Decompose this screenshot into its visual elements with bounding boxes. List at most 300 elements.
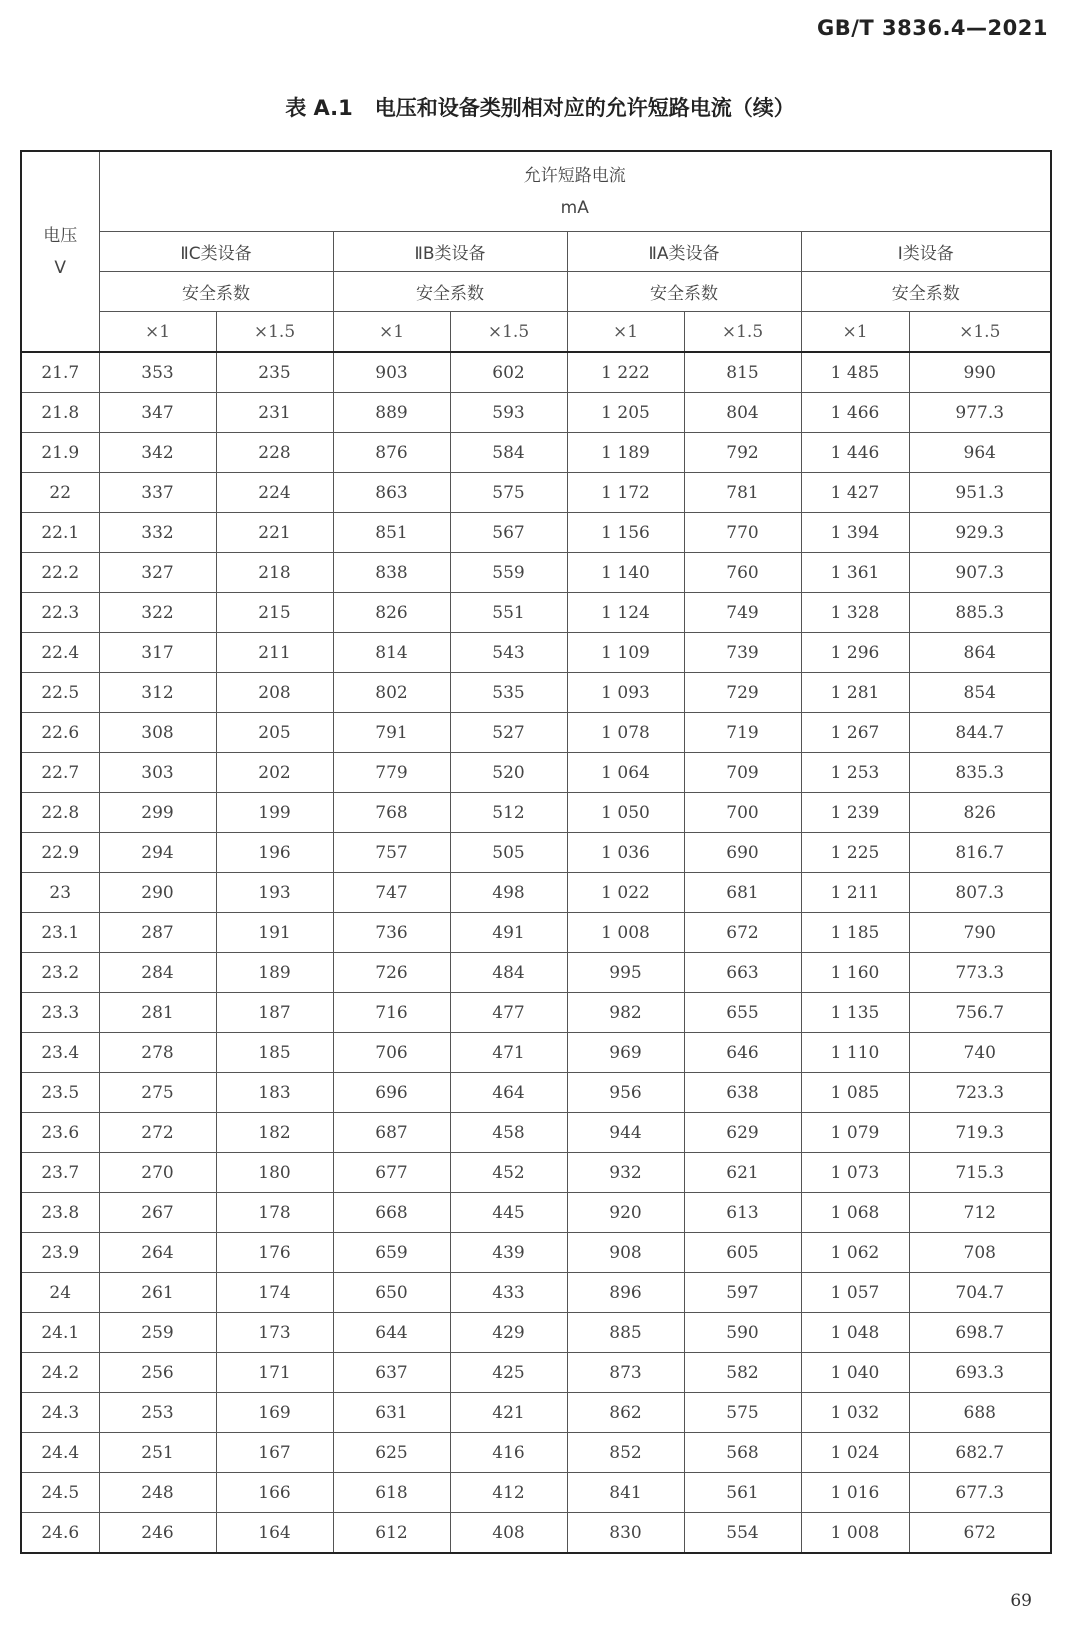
current-cell: 864 xyxy=(909,633,1051,673)
current-cell: 677.3 xyxy=(909,1473,1051,1513)
voltage-cell: 23 xyxy=(21,873,99,913)
current-cell: 826 xyxy=(909,793,1051,833)
current-cell: 816.7 xyxy=(909,833,1051,873)
current-cell: 770 xyxy=(684,513,801,553)
current-cell: 458 xyxy=(450,1113,567,1153)
table-row xyxy=(21,1393,1051,1433)
current-cell: 199 xyxy=(216,793,333,833)
current-cell: 512 xyxy=(450,793,567,833)
current-cell: 425 xyxy=(450,1353,567,1393)
current-cell: 716 xyxy=(333,993,450,1033)
voltage-cell: 24.5 xyxy=(21,1473,99,1513)
table-row xyxy=(21,1313,1051,1353)
current-cell: 287 xyxy=(99,913,216,953)
table-row xyxy=(21,953,1051,993)
current-cell: 612 xyxy=(333,1513,450,1554)
table-row xyxy=(21,1113,1051,1153)
standard-code: GB/T 3836.4—2021 xyxy=(816,16,1048,40)
current-cell: 851 xyxy=(333,513,450,553)
table-row xyxy=(21,1273,1051,1313)
group-header-iib: ⅡB类设备 xyxy=(333,232,567,272)
current-cell: 259 xyxy=(99,1313,216,1353)
table-row xyxy=(21,873,1051,913)
current-cell: 1 135 xyxy=(801,993,909,1033)
current-cell: 719 xyxy=(684,713,801,753)
current-cell: 1 008 xyxy=(567,913,684,953)
voltage-cell: 22.7 xyxy=(21,753,99,793)
voltage-cell: 22.8 xyxy=(21,793,99,833)
current-cell: 708 xyxy=(909,1233,1051,1273)
table-row xyxy=(21,593,1051,633)
current-cell: 1 328 xyxy=(801,593,909,633)
current-cell: 535 xyxy=(450,673,567,713)
current-cell: 180 xyxy=(216,1153,333,1193)
voltage-cell: 23.7 xyxy=(21,1153,99,1193)
current-cell: 1 036 xyxy=(567,833,684,873)
current-cell: 1 008 xyxy=(801,1513,909,1554)
voltage-header-unit: V xyxy=(54,257,67,278)
current-cell: 183 xyxy=(216,1073,333,1113)
voltage-cell: 23.5 xyxy=(21,1073,99,1113)
table-row xyxy=(21,1473,1051,1513)
current-cell: 747 xyxy=(333,873,450,913)
table-number: 表 A.1 xyxy=(285,96,353,120)
group-header-iia: ⅡA类设备 xyxy=(567,232,801,272)
current-cell: 590 xyxy=(684,1313,801,1353)
current-cell: 551 xyxy=(450,593,567,633)
current-cell: 791 xyxy=(333,713,450,753)
current-cell: 543 xyxy=(450,633,567,673)
short-circuit-current-table xyxy=(20,150,1052,1554)
current-cell: 202 xyxy=(216,753,333,793)
current-cell: 804 xyxy=(684,393,801,433)
current-cell: 477 xyxy=(450,993,567,1033)
current-cell: 408 xyxy=(450,1513,567,1554)
current-cell: 681 xyxy=(684,873,801,913)
current-cell: 790 xyxy=(909,913,1051,953)
current-cell: 773.3 xyxy=(909,953,1051,993)
current-cell: 995 xyxy=(567,953,684,993)
current-cell: 251 xyxy=(99,1433,216,1473)
current-cell: 317 xyxy=(99,633,216,673)
table-row xyxy=(21,1353,1051,1393)
current-cell: 838 xyxy=(333,553,450,593)
factor-label: ×1 xyxy=(801,312,909,353)
safety-factor-header: 安全系数 xyxy=(567,272,801,312)
current-cell: 677 xyxy=(333,1153,450,1193)
current-cell: 1 253 xyxy=(801,753,909,793)
current-cell: 704.7 xyxy=(909,1273,1051,1313)
current-cell: 166 xyxy=(216,1473,333,1513)
current-cell: 907.3 xyxy=(909,553,1051,593)
current-cell: 559 xyxy=(450,553,567,593)
current-cell: 284 xyxy=(99,953,216,993)
current-cell: 908 xyxy=(567,1233,684,1273)
current-cell: 211 xyxy=(216,633,333,673)
current-cell: 567 xyxy=(450,513,567,553)
current-cell: 698.7 xyxy=(909,1313,1051,1353)
current-cell: 876 xyxy=(333,433,450,473)
current-cell: 944 xyxy=(567,1113,684,1153)
table-row xyxy=(21,1433,1051,1473)
current-cell: 174 xyxy=(216,1273,333,1313)
current-cell: 1 022 xyxy=(567,873,684,913)
table-row xyxy=(21,1193,1051,1233)
current-cell: 1 156 xyxy=(567,513,684,553)
current-cell: 178 xyxy=(216,1193,333,1233)
current-cell: 224 xyxy=(216,473,333,513)
current-cell: 342 xyxy=(99,433,216,473)
current-cell: 885.3 xyxy=(909,593,1051,633)
voltage-cell: 22.1 xyxy=(21,513,99,553)
current-cell: 322 xyxy=(99,593,216,633)
current-cell: 929.3 xyxy=(909,513,1051,553)
current-cell: 830 xyxy=(567,1513,684,1554)
current-cell: 1 427 xyxy=(801,473,909,513)
current-cell: 885 xyxy=(567,1313,684,1353)
current-cell: 182 xyxy=(216,1113,333,1153)
current-cell: 1 050 xyxy=(567,793,684,833)
current-cell: 602 xyxy=(450,352,567,393)
factor-label: ×1 xyxy=(99,312,216,353)
table-row xyxy=(21,633,1051,673)
current-cell: 575 xyxy=(450,473,567,513)
current-cell: 756.7 xyxy=(909,993,1051,1033)
current-cell: 185 xyxy=(216,1033,333,1073)
current-cell: 164 xyxy=(216,1513,333,1554)
current-cell: 253 xyxy=(99,1393,216,1433)
factor-label: ×1.5 xyxy=(909,312,1051,353)
current-cell: 452 xyxy=(450,1153,567,1193)
current-cell: 471 xyxy=(450,1033,567,1073)
current-cell: 1 281 xyxy=(801,673,909,713)
current-cell: 337 xyxy=(99,473,216,513)
table-row xyxy=(21,513,1051,553)
table-row xyxy=(21,913,1051,953)
current-cell: 554 xyxy=(684,1513,801,1554)
voltage-cell: 23.8 xyxy=(21,1193,99,1233)
current-cell: 290 xyxy=(99,873,216,913)
current-cell: 1 189 xyxy=(567,433,684,473)
current-cell: 275 xyxy=(99,1073,216,1113)
current-cell: 1 446 xyxy=(801,433,909,473)
current-cell: 715.3 xyxy=(909,1153,1051,1193)
current-cell: 561 xyxy=(684,1473,801,1513)
table-row xyxy=(21,1033,1051,1073)
current-cell: 802 xyxy=(333,673,450,713)
current-cell: 1 140 xyxy=(567,553,684,593)
current-cell: 1 040 xyxy=(801,1353,909,1393)
current-cell: 439 xyxy=(450,1233,567,1273)
current-cell: 1 124 xyxy=(567,593,684,633)
table-row xyxy=(21,833,1051,873)
voltage-cell: 22 xyxy=(21,473,99,513)
current-cell: 920 xyxy=(567,1193,684,1233)
current-cell: 826 xyxy=(333,593,450,633)
current-cell: 270 xyxy=(99,1153,216,1193)
current-cell: 896 xyxy=(567,1273,684,1313)
current-cell: 189 xyxy=(216,953,333,993)
current-cell: 863 xyxy=(333,473,450,513)
current-cell: 1 239 xyxy=(801,793,909,833)
current-cell: 736 xyxy=(333,913,450,953)
current-cell: 638 xyxy=(684,1073,801,1113)
current-cell: 672 xyxy=(684,913,801,953)
current-cell: 278 xyxy=(99,1033,216,1073)
safety-factor-header: 安全系数 xyxy=(801,272,1051,312)
current-cell: 1 062 xyxy=(801,1233,909,1273)
current-cell: 464 xyxy=(450,1073,567,1113)
current-cell: 709 xyxy=(684,753,801,793)
voltage-header-name: 电压 xyxy=(43,225,78,246)
current-cell: 629 xyxy=(684,1113,801,1153)
current-cell: 412 xyxy=(450,1473,567,1513)
current-cell: 171 xyxy=(216,1353,333,1393)
current-cell: 814 xyxy=(333,633,450,673)
voltage-cell: 22.2 xyxy=(21,553,99,593)
current-cell: 792 xyxy=(684,433,801,473)
current-cell: 1 048 xyxy=(801,1313,909,1353)
current-cell: 416 xyxy=(450,1433,567,1473)
current-cell: 693.3 xyxy=(909,1353,1051,1393)
current-cell: 889 xyxy=(333,393,450,433)
current-header-name: 允许短路电流 xyxy=(523,165,626,186)
current-cell: 729 xyxy=(684,673,801,713)
current-cell: 246 xyxy=(99,1513,216,1554)
current-cell: 208 xyxy=(216,673,333,713)
current-cell: 990 xyxy=(909,352,1051,393)
voltage-cell: 24.2 xyxy=(21,1353,99,1393)
current-cell: 261 xyxy=(99,1273,216,1313)
current-cell: 621 xyxy=(684,1153,801,1193)
current-cell: 726 xyxy=(333,953,450,993)
current-cell: 267 xyxy=(99,1193,216,1233)
table-row xyxy=(21,713,1051,753)
voltage-cell: 23.2 xyxy=(21,953,99,993)
current-cell: 779 xyxy=(333,753,450,793)
voltage-cell: 23.3 xyxy=(21,993,99,1033)
page-number: 69 xyxy=(1010,1591,1032,1611)
current-cell: 327 xyxy=(99,553,216,593)
voltage-cell: 22.4 xyxy=(21,633,99,673)
current-cell: 1 068 xyxy=(801,1193,909,1233)
voltage-cell: 21.9 xyxy=(21,433,99,473)
current-cell: 618 xyxy=(333,1473,450,1513)
current-cell: 597 xyxy=(684,1273,801,1313)
current-cell: 1 205 xyxy=(567,393,684,433)
current-cell: 299 xyxy=(99,793,216,833)
current-cell: 1 110 xyxy=(801,1033,909,1073)
current-cell: 167 xyxy=(216,1433,333,1473)
current-cell: 613 xyxy=(684,1193,801,1233)
current-cell: 228 xyxy=(216,433,333,473)
current-cell: 491 xyxy=(450,913,567,953)
current-cell: 176 xyxy=(216,1233,333,1273)
current-cell: 527 xyxy=(450,713,567,753)
voltage-cell: 23.9 xyxy=(21,1233,99,1273)
current-cell: 205 xyxy=(216,713,333,753)
current-cell: 445 xyxy=(450,1193,567,1233)
current-cell: 1 160 xyxy=(801,953,909,993)
current-cell: 308 xyxy=(99,713,216,753)
current-cell: 672 xyxy=(909,1513,1051,1554)
current-cell: 582 xyxy=(684,1353,801,1393)
current-cell: 659 xyxy=(333,1233,450,1273)
current-cell: 347 xyxy=(99,393,216,433)
current-cell: 1 394 xyxy=(801,513,909,553)
current-cell: 505 xyxy=(450,833,567,873)
current-cell: 740 xyxy=(909,1033,1051,1073)
current-cell: 688 xyxy=(909,1393,1051,1433)
current-cell: 1 222 xyxy=(567,352,684,393)
current-cell: 682.7 xyxy=(909,1433,1051,1473)
current-cell: 584 xyxy=(450,433,567,473)
current-cell: 1 296 xyxy=(801,633,909,673)
current-cell: 690 xyxy=(684,833,801,873)
factor-label: ×1 xyxy=(567,312,684,353)
current-cell: 303 xyxy=(99,753,216,793)
table-row xyxy=(21,673,1051,713)
current-cell: 1 211 xyxy=(801,873,909,913)
current-cell: 631 xyxy=(333,1393,450,1433)
current-cell: 1 225 xyxy=(801,833,909,873)
current-cell: 1 016 xyxy=(801,1473,909,1513)
table-row xyxy=(21,993,1051,1033)
voltage-cell: 24.1 xyxy=(21,1313,99,1353)
current-cell: 187 xyxy=(216,993,333,1033)
table-row xyxy=(21,793,1051,833)
current-cell: 696 xyxy=(333,1073,450,1113)
current-cell: 815 xyxy=(684,352,801,393)
current-cell: 484 xyxy=(450,953,567,993)
current-cell: 281 xyxy=(99,993,216,1033)
current-cell: 593 xyxy=(450,393,567,433)
voltage-cell: 24 xyxy=(21,1273,99,1313)
voltage-cell: 22.9 xyxy=(21,833,99,873)
current-cell: 757 xyxy=(333,833,450,873)
current-header-unit: mA xyxy=(560,197,589,218)
current-cell: 749 xyxy=(684,593,801,633)
current-cell: 644 xyxy=(333,1313,450,1353)
current-cell: 668 xyxy=(333,1193,450,1233)
voltage-cell: 23.1 xyxy=(21,913,99,953)
current-cell: 625 xyxy=(333,1433,450,1473)
current-cell: 768 xyxy=(333,793,450,833)
factor-label: ×1.5 xyxy=(684,312,801,353)
table-row xyxy=(21,352,1051,393)
current-cell: 568 xyxy=(684,1433,801,1473)
voltage-cell: 21.8 xyxy=(21,393,99,433)
current-cell: 294 xyxy=(99,833,216,873)
group-header-iic: ⅡC类设备 xyxy=(99,232,333,272)
current-cell: 1 466 xyxy=(801,393,909,433)
current-cell: 196 xyxy=(216,833,333,873)
current-cell: 956 xyxy=(567,1073,684,1113)
current-cell: 332 xyxy=(99,513,216,553)
current-cell: 215 xyxy=(216,593,333,633)
current-cell: 655 xyxy=(684,993,801,1033)
voltage-cell: 23.6 xyxy=(21,1113,99,1153)
current-cell: 873 xyxy=(567,1353,684,1393)
table-row xyxy=(21,433,1051,473)
current-cell: 1 024 xyxy=(801,1433,909,1473)
current-cell: 723.3 xyxy=(909,1073,1051,1113)
current-cell: 781 xyxy=(684,473,801,513)
current-cell: 1 109 xyxy=(567,633,684,673)
current-cell: 844.7 xyxy=(909,713,1051,753)
current-cell: 272 xyxy=(99,1113,216,1153)
table-row xyxy=(21,553,1051,593)
current-cell: 605 xyxy=(684,1233,801,1273)
current-cell: 706 xyxy=(333,1033,450,1073)
table-row xyxy=(21,1513,1051,1554)
current-cell: 235 xyxy=(216,352,333,393)
current-cell: 687 xyxy=(333,1113,450,1153)
current-cell: 650 xyxy=(333,1273,450,1313)
current-cell: 712 xyxy=(909,1193,1051,1233)
current-cell: 256 xyxy=(99,1353,216,1393)
current-cell: 1 085 xyxy=(801,1073,909,1113)
table-row xyxy=(21,1153,1051,1193)
current-cell: 1 064 xyxy=(567,753,684,793)
table-row xyxy=(21,393,1051,433)
current-cell: 520 xyxy=(450,753,567,793)
voltage-cell: 22.3 xyxy=(21,593,99,633)
table-row xyxy=(21,753,1051,793)
current-cell: 1 485 xyxy=(801,352,909,393)
current-cell: 739 xyxy=(684,633,801,673)
current-cell: 852 xyxy=(567,1433,684,1473)
current-cell: 854 xyxy=(909,673,1051,713)
current-cell: 193 xyxy=(216,873,333,913)
voltage-cell: 22.6 xyxy=(21,713,99,753)
current-cell: 951.3 xyxy=(909,473,1051,513)
current-cell: 835.3 xyxy=(909,753,1051,793)
voltage-cell: 23.4 xyxy=(21,1033,99,1073)
current-cell: 719.3 xyxy=(909,1113,1051,1153)
current-cell: 760 xyxy=(684,553,801,593)
voltage-cell: 22.5 xyxy=(21,673,99,713)
group-header-i: Ⅰ类设备 xyxy=(801,232,1051,272)
current-cell: 429 xyxy=(450,1313,567,1353)
voltage-cell: 24.3 xyxy=(21,1393,99,1433)
current-cell: 575 xyxy=(684,1393,801,1433)
voltage-header xyxy=(21,151,99,352)
table-caption xyxy=(0,92,1080,122)
current-cell: 982 xyxy=(567,993,684,1033)
current-cell: 1 361 xyxy=(801,553,909,593)
current-cell: 264 xyxy=(99,1233,216,1273)
current-header xyxy=(99,151,1051,232)
table-row xyxy=(21,1073,1051,1113)
current-cell: 231 xyxy=(216,393,333,433)
current-cell: 221 xyxy=(216,513,333,553)
factor-label: ×1 xyxy=(333,312,450,353)
current-cell: 663 xyxy=(684,953,801,993)
table-title: 电压和设备类别相对应的允许短路电流（续） xyxy=(374,96,795,120)
current-cell: 932 xyxy=(567,1153,684,1193)
factor-label: ×1.5 xyxy=(216,312,333,353)
current-cell: 1 057 xyxy=(801,1273,909,1313)
current-cell: 433 xyxy=(450,1273,567,1313)
current-cell: 862 xyxy=(567,1393,684,1433)
current-cell: 700 xyxy=(684,793,801,833)
current-cell: 1 073 xyxy=(801,1153,909,1193)
current-cell: 1 078 xyxy=(567,713,684,753)
current-cell: 173 xyxy=(216,1313,333,1353)
current-cell: 353 xyxy=(99,352,216,393)
current-cell: 977.3 xyxy=(909,393,1051,433)
